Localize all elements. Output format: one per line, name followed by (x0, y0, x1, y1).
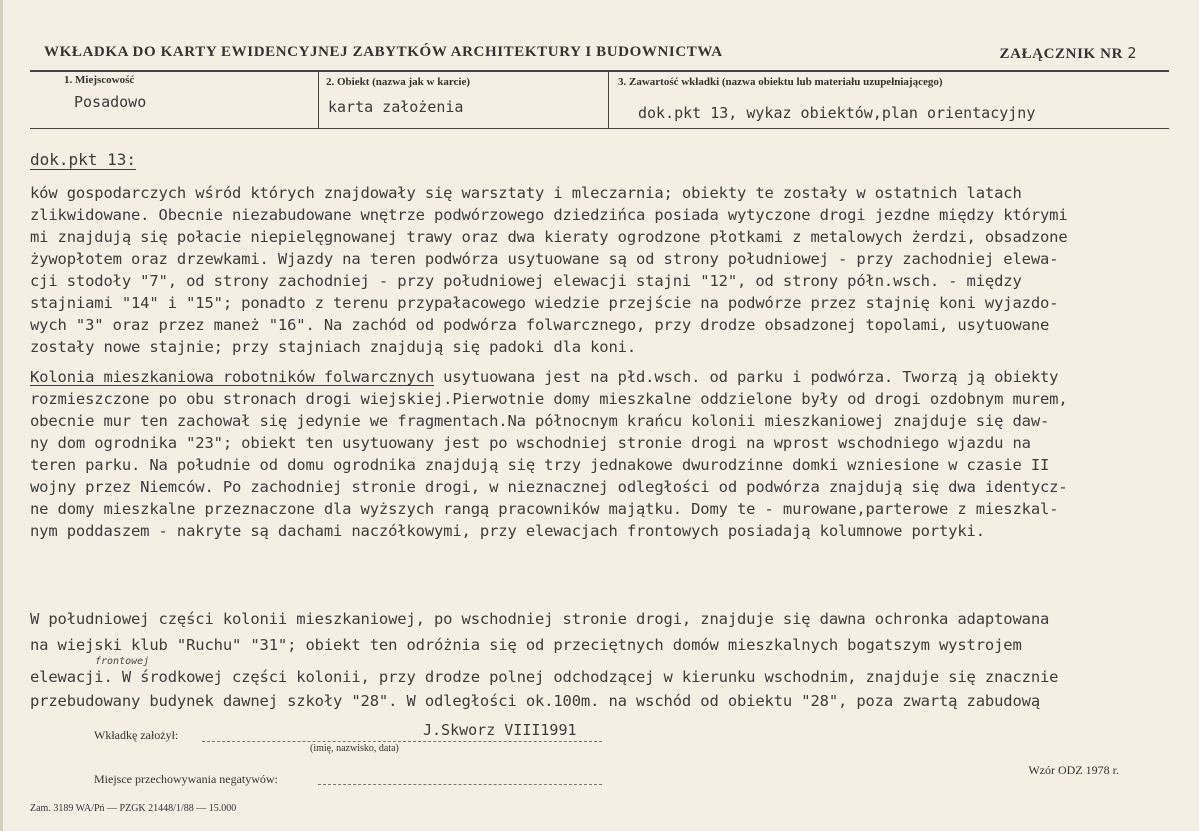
body-line: mi znajdują się połacie niepielęgnowanej trawy oraz dwa kieraty ogrodzone płotkami z metalowych żerdzi, obsadzone (30, 228, 1068, 246)
body-line: cji stodoły "7", od strony zachodniej - przy południowej elewacji stajni "12", od strony półn.wsch. - między (30, 272, 1022, 290)
column-divider (608, 71, 609, 128)
body-line: W południowej części kolonii mieszkaniowej, po wschodniej stronie drogi, znajduje się dawna ochronka adaptowana (30, 610, 1050, 628)
form-title: WKŁADKA DO KARTY EWIDENCYJNEJ ZABYTKÓW ARCHITEKTURY I BUDOWNICTWA (44, 44, 723, 60)
body-line: wych "3" oraz przez maneż "16". Na zachód od podwórza folwarcznego, przy drodze obsadzonej topolami, usytuowane (30, 316, 1050, 334)
attachment-label-text: ZAŁĄCZNIK NR (999, 46, 1123, 62)
body-line: teren parku. Na południe od domu ogrodnika znajdują się trzy jednakowe dwurodzinne domki wzniesione w czasie II (30, 456, 1050, 474)
location-label: 1. Miejscowość (64, 74, 135, 86)
body-line: nym poddaszem - nakryte są dachami naczółkowymi, przy elewacjach frontowych posiadają kolumnowe portyki. (30, 522, 985, 540)
column-divider (318, 71, 319, 128)
object-value: karta założenia (328, 98, 464, 116)
body-line: elewacji. W środkowej części kolonii, przy drodze polnej odchodzącej w kierunku wschodnim, znajduje się znacznie (30, 668, 1059, 686)
form-model: Wzór ODZ 1978 r. (1028, 763, 1119, 777)
body-line: na wiejski klub "Ruchu" "31"; obiekt ten odróżnia się od przeciętnych domów mieszkalnych bogatszym wystrojem (30, 636, 1022, 654)
location-value: Posadowo (74, 93, 147, 111)
negatives-dotted-line (318, 784, 602, 785)
body-line: obecnie mur ten zachował się jedynie we fragmentach.Na północnym krańcu kolonii mieszkaniowej znajduje się daw- (30, 412, 1050, 430)
page-edge (0, 0, 3, 831)
author-hint: (imię, nazwisko, data) (310, 743, 399, 754)
attachment-label (1000, 44, 1137, 63)
colony-first-line: usytuowana jest na płd.wsch. od parku i podwórza. Tworzą ją obiekty (434, 368, 1059, 386)
fields-rule (30, 128, 1169, 129)
print-info: Zam. 3189 WA/Pń — PZGK 21448/1/88 — 15.000 (30, 803, 237, 814)
author-value: J.Skworz VIII1991 (423, 721, 577, 739)
object-label: 2. Obiekt (nazwa jak w karcie) (326, 76, 471, 88)
body-line: zostały nowe stajnie; przy stajniach znajdują się padoki dla koni. (30, 338, 636, 356)
handwritten-annotation: frontowej (95, 656, 150, 667)
body-line: stajniami "14" i "15"; ponadto z terenu przypałacowego wiedzie przejście na podwórze przez stajnię koni wyjazdo- (30, 294, 1059, 312)
body-line: ny dom ogrodnika "23"; obiekt ten usytuowany jest po wschodniej stronie drogi na wprost wschodniego wjazdu na (30, 434, 1031, 452)
body-line: przebudowany budynek dawnej szkoły "28". W odległości ok.100m. na wschód od obiektu "28", poza zwartą zabudową (30, 692, 1040, 710)
negatives-label: Miejsce przechowywania negatywów: (94, 772, 278, 786)
colony-paragraph-start (30, 368, 1058, 386)
body-line: rozmieszczone po obu stronach drogi wiejskiej.Pierwotnie domy mieszkalne oddzielone były od drogi ozdobnym murem, (30, 390, 1068, 408)
contents-label: 3. Zawartość wkładki (nazwa obiektu lub materiału uzupełniającego) (618, 76, 943, 88)
colony-heading: Kolonia mieszkaniowa robotników folwarcznych (30, 368, 434, 386)
body-line: ków gospodarczych wśród których znajdowały się warsztaty i mleczarnia; obiekty te zostały w ostatnich latach (30, 184, 1022, 202)
top-rule (30, 70, 1169, 72)
body-line: zlikwidowane. Obecnie niezabudowane wnętrze podwórzowego dziedzińca posiada wytyczone drogi jezdne między którymi (30, 206, 1068, 224)
body-line: wojny przez Niemców. Po zachodniej stronie drogi, w nieznacznej odległości od podwórza znajdują się dwa identycz- (30, 478, 1068, 496)
author-dotted-line (202, 741, 602, 742)
attachment-number: 2 (1127, 44, 1137, 62)
contents-value: dok.pkt 13, wykaz obiektów,plan orientacyjny (638, 104, 1036, 122)
section-heading: dok.pkt 13: (30, 150, 136, 169)
body-line: ne domy mieszkalne przeznaczone dla wyższych rangą pracowników majątku. Domy te - murowane,parterowe z mieszkal- (30, 500, 1059, 518)
body-line: żywopłotem oraz drzewkami. Wjazdy na teren podwórza usytuowane są od strony południowej - przy zachodniej elewa- (30, 250, 1059, 268)
author-label: Wkładkę założył: (94, 728, 179, 742)
